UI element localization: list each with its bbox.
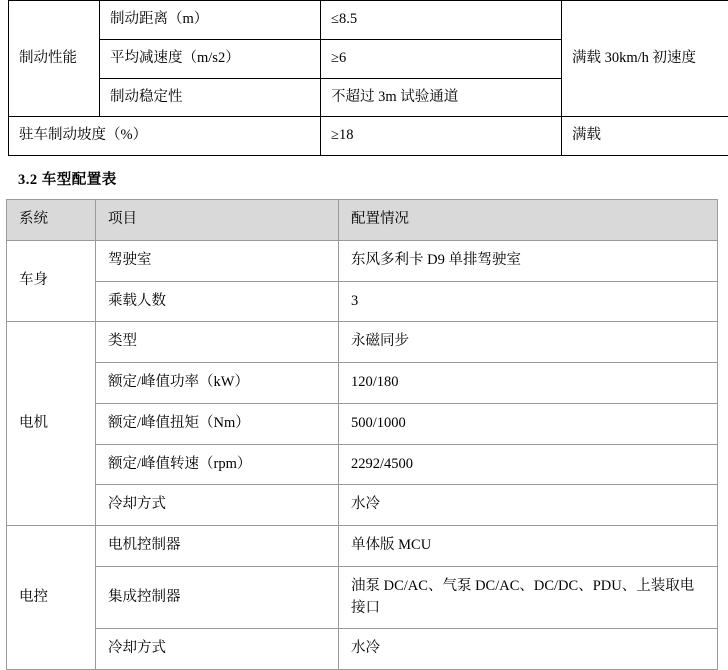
column-header-configuration: 配置情况 [339,200,718,241]
config-value: 3 [339,281,718,322]
config-system-label: 车身 [7,240,96,322]
table-row [7,403,718,444]
table-row [9,117,728,156]
config-item-label: 额定/峰值转速（rpm） [96,444,339,485]
table-header-row [7,200,718,241]
config-item-label: 乘载人数 [96,281,339,322]
spec-value: ≥6 [321,39,562,78]
config-item-label: 额定/峰值扭矩（Nm） [96,403,339,444]
spec-note: 满载 [562,117,728,156]
table-row [7,363,718,404]
table-row [9,1,728,40]
config-item-label: 类型 [96,322,339,363]
config-value: 单体版 MCU [339,526,718,567]
table-row [7,444,718,485]
table-row [7,629,718,670]
config-item-label: 额定/峰值功率（kW） [96,363,339,404]
config-value: 500/1000 [339,403,718,444]
config-value: 永磁同步 [339,322,718,363]
config-value: 水冷 [339,485,718,526]
config-value: 东风多利卡 D9 单排驾驶室 [339,240,718,281]
config-value: 120/180 [339,363,718,404]
spec-note: 满载 30km/h 初速度 [562,1,728,117]
config-item-label: 冷却方式 [96,485,339,526]
table-row [7,485,718,526]
brake-spec-table [8,0,728,156]
table-row [7,240,718,281]
spec-item-label: 驻车制动坡度（%） [9,117,321,156]
config-system-label: 电控 [7,526,96,670]
config-value: 2292/4500 [339,444,718,485]
spec-item-label: 平均减速度（m/s2） [100,39,321,78]
column-header-item: 项目 [96,200,339,241]
config-value: 油泵 DC/AC、气泵 DC/AC、DC/DC、PDU、上装取电接口 [339,566,718,629]
spec-value: ≥18 [321,117,562,156]
section-heading: 3.2 车型配置表 [18,168,728,189]
config-system-label: 电机 [7,322,96,526]
spec-group-label: 制动性能 [9,1,100,117]
spec-item-label: 制动稳定性 [100,78,321,117]
config-item-label: 集成控制器 [96,566,339,629]
vehicle-config-table [6,199,718,670]
config-item-label: 电机控制器 [96,526,339,567]
table-row [7,526,718,567]
table-row [7,566,718,629]
spec-item-label: 制动距离（m） [100,1,321,40]
table-row [7,281,718,322]
config-item-label: 驾驶室 [96,240,339,281]
config-item-label: 冷却方式 [96,629,339,670]
spec-value: ≤8.5 [321,1,562,40]
spec-value: 不超过 3m 试验通道 [321,78,562,117]
config-value: 水冷 [339,629,718,670]
table-row [7,322,718,363]
column-header-system: 系统 [7,200,96,241]
